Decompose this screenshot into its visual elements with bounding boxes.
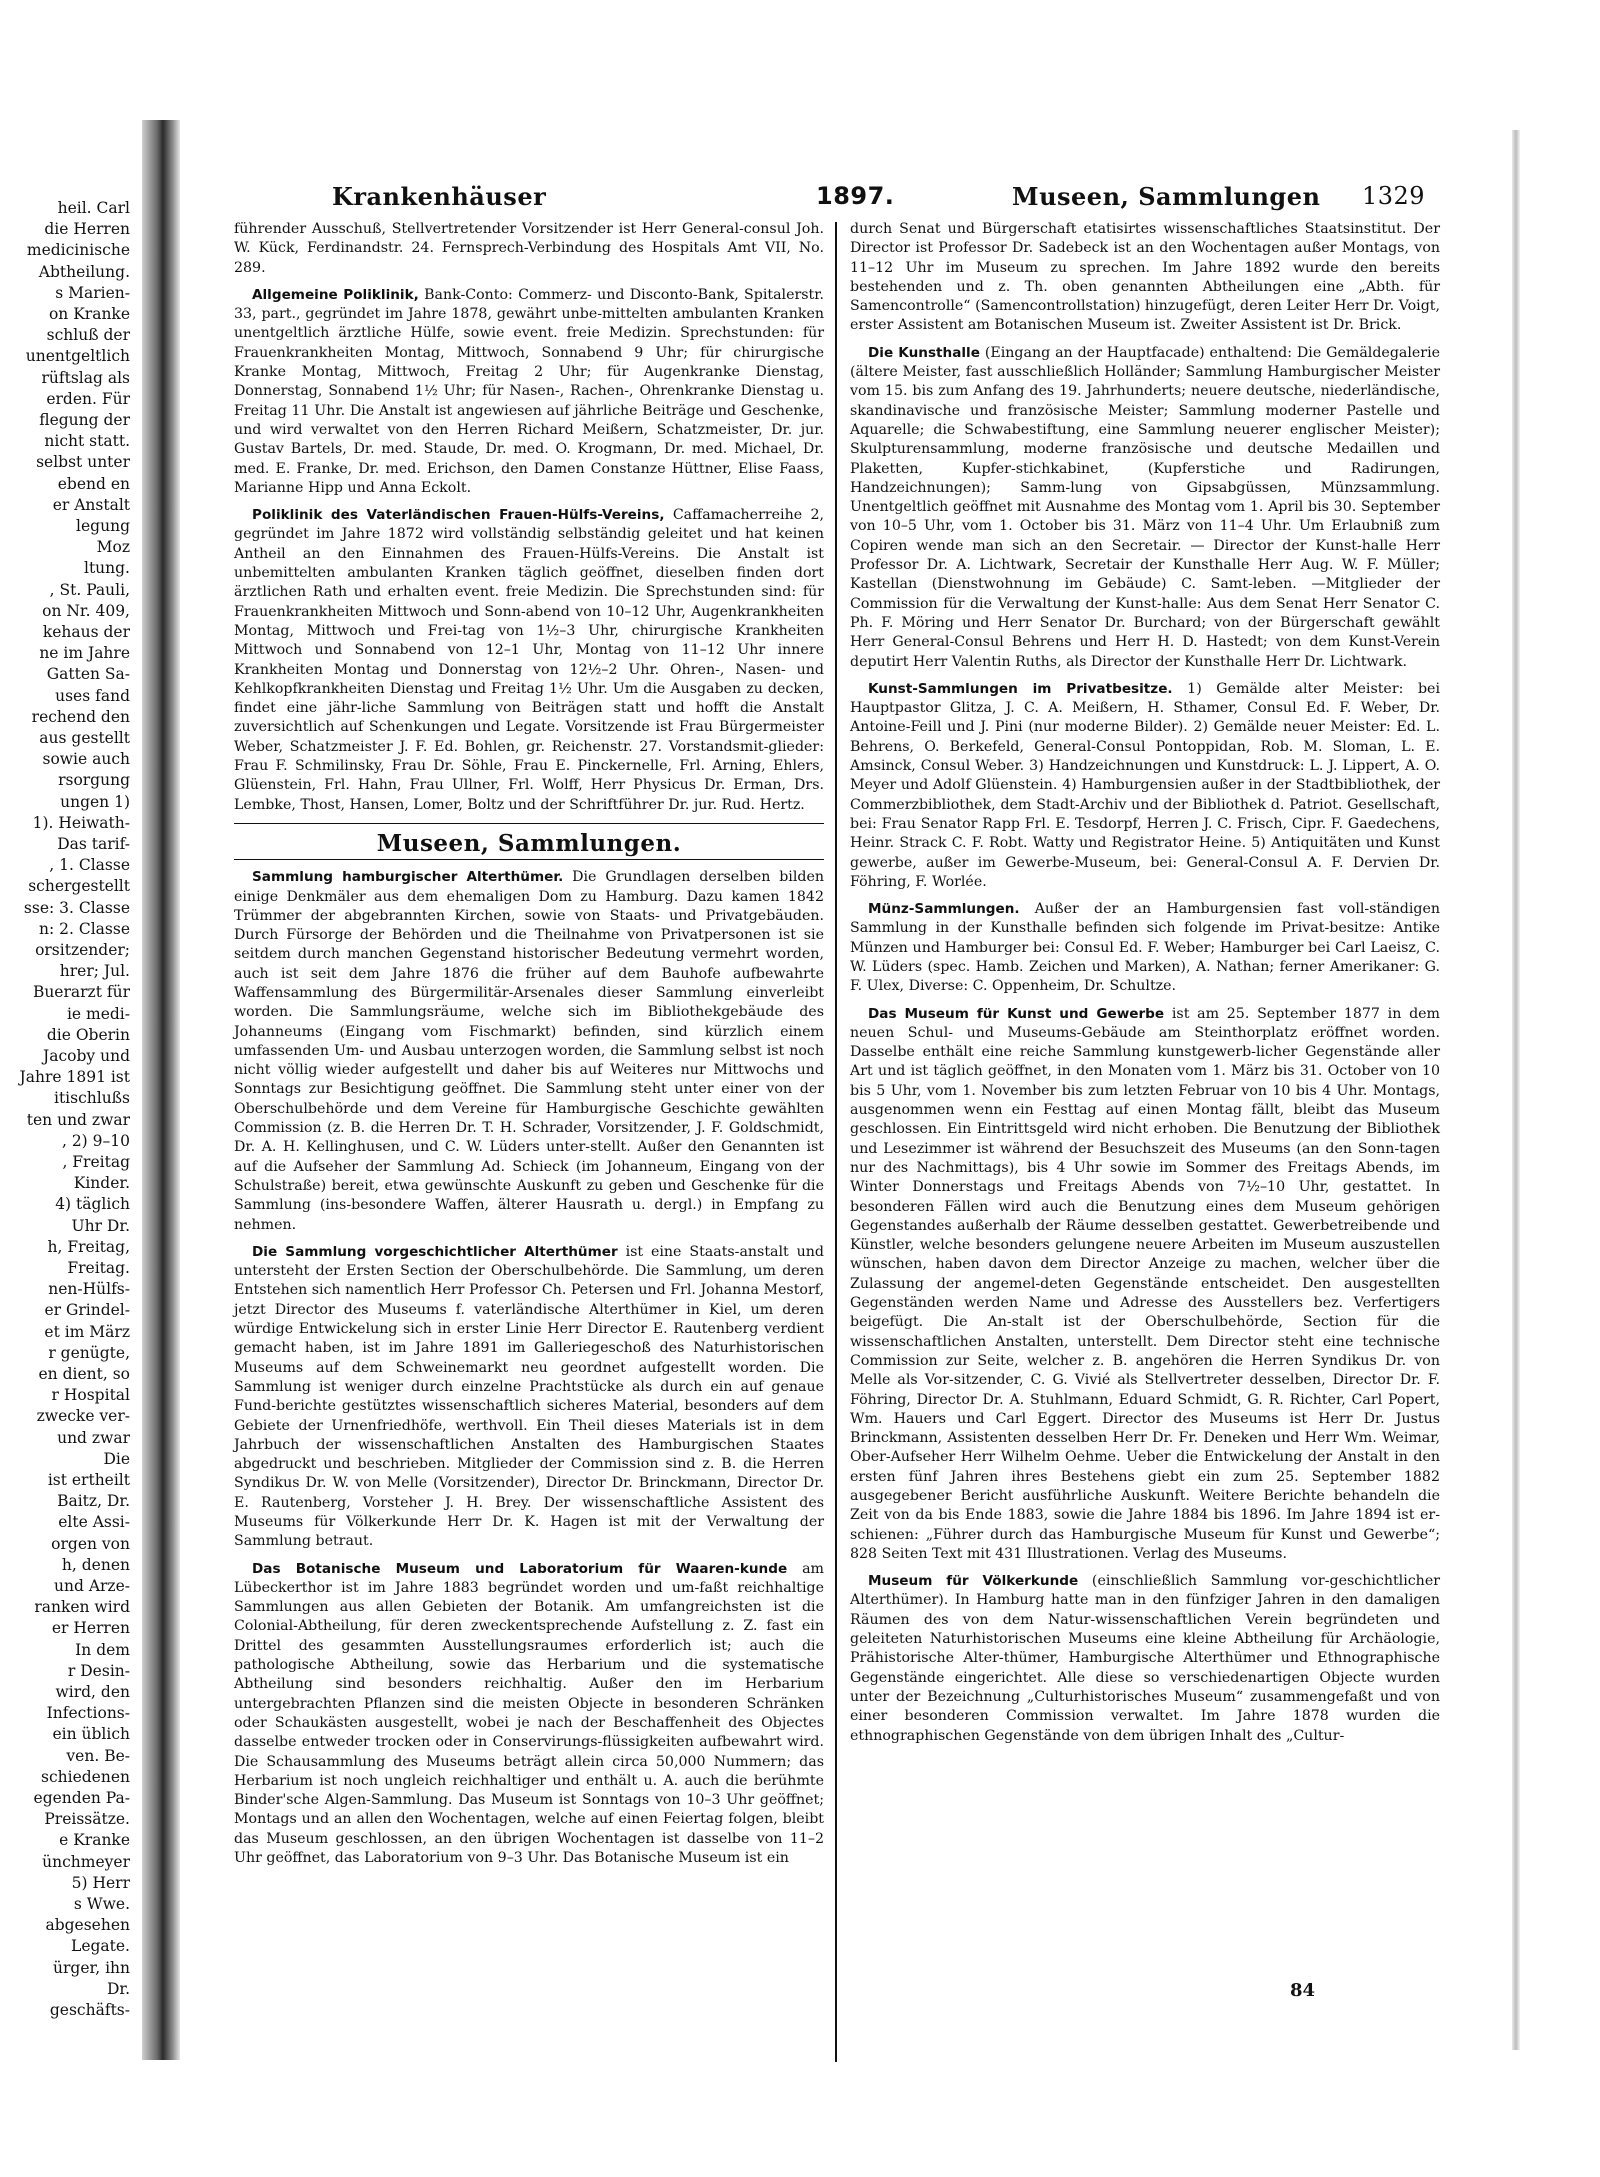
column-right (850, 220, 1440, 1754)
left-page-line: ebend en (57, 474, 130, 493)
column-right-intro: durch Senat und Bürgerschaft etatisirtes wissenschaftliches Staatsinstitut. Der Director ist Professor Dr. Sadebeck ist an den Wochentagen außer Montags, von 11–12 Uhr im Museum zu sprechen. Im Jahre 1892 wurde den bereits bestehenden und z. Th. oben genannten Abtheilungen eine „Abth. für Samencontrolle“ (Samencontrollstation) hinzugefügt, deren Leiter Herr Dr. Voigt, erster Assistent am Botanischen Museum ist. Zweiter Assistent ist Dr. Brick. (850, 221, 1440, 334)
entry-title: Das Museum für Kunst und Gewerbe (868, 1005, 1165, 1022)
left-page-line: 1). Heiwath- (32, 813, 130, 832)
entry-title: Allgemeine Poliklinik, (252, 286, 419, 303)
left-page-line: aus gestellt (39, 729, 130, 747)
left-page-line: , 2) 9–10 (61, 1131, 130, 1150)
left-page-line: er Herren (51, 1619, 130, 1638)
left-page-line: 5) Herr (71, 1873, 130, 1892)
entry-text: (einschließlich Sammlung vor-geschichtlicher Alterthümer). In Hamburg hatte man in den fünfziger Jahren in den damaligen Räumen des von dem Natur-wissenschaftlichen Verein begründeten und geleiteten Naturhistorischen Museums eine kleine Abtheilung für Archäologie, Prähistorische Alter-thümer, Hamburgische Alterthümer und Ethnographische Gegenstände eingerichtet. Alle diese so verschiedenartigen Objecte wurden unter der Bezeichnung „Culturhistorisches Museum“ zusammengefaßt und von einer besonderen Commission verwaltet. Im Jahre 1878 wurden die ethnographischen Gegenstände von dem übrigen Inhalt des „Cultur- (850, 1573, 1440, 1744)
left-page-line: Buerarzt für (32, 983, 130, 1002)
left-page-line: Jacoby und (43, 1047, 130, 1065)
left-page-line: ltung. (83, 559, 130, 578)
left-page-line: abgesehen (45, 1916, 130, 1935)
left-page-line: ein üblich (52, 1725, 130, 1744)
left-page-line: und zwar (57, 1428, 130, 1447)
left-page-line: Abtheilung. (38, 262, 130, 281)
left-page-line: h, Freitag, (47, 1237, 130, 1256)
left-page-line: nicht statt. (44, 432, 130, 451)
entry-title: Museum für Völkerkunde (868, 1573, 1079, 1590)
left-page-line: uses fand (55, 686, 130, 705)
left-page-line: rsorgung (58, 771, 130, 790)
left-page-line: egenden Pa- (33, 1789, 130, 1807)
left-page-line: heil. Carl (57, 199, 130, 217)
left-page-line: schluß der (46, 326, 130, 345)
right-page (182, 140, 1482, 2060)
left-page-line: nen-Hülfs- (48, 1280, 130, 1299)
left-page-line: rüftslag als (41, 368, 130, 387)
left-page-line: Gatten Sa- (46, 665, 130, 684)
entry-poliklinik-frauen-huelfs-verein (234, 506, 824, 815)
column-divider (835, 222, 837, 2062)
header-year: 1897. (816, 182, 895, 210)
entry-title: Sammlung hamburgischer Alterthümer. (252, 869, 564, 886)
header-left-title: Krankenhäuser (332, 182, 547, 211)
entry-text: am Lübeckerthor ist im Jahre 1883 begründet worden und um-faßt reichhaltige Sammlungen aus allen Gebieten der Botanik. Am umfangreichsten ist die Colonial-Abtheilung, für deren zweckentsprechende Aufstellung z. Z. fast ein Drittel des gesammten Ausstellungsraumes erforderlich ist; auch die pathologische Abtheilung, sowie das Herbarium und die systematische Abtheilung sind besonders reichhaltig. Außer den im Herbarium untergebrachten Pflanzen sind die meisten Objecte in besonderen Schränken oder Schaukästen ausgestellt, wobei je nach der Beschaffenheit des Objectes dasselbe entweder trocken oder in Conservirungs-flüssigkeiten aufbewahrt wird. Die Schausammlung des Museums beträgt allein circa 50,000 Nummern; das Herbarium ist noch ungleich reichhaltiger und enthält u. A. auch die berühmte Binder'sche Algen-Sammlung. Das Museum ist Sonntags von 10–3 Uhr geöffnet; Montags und an allen den Wochentagen, welche auf einen Feiertag folgen, bleibt das Museum geschlossen, an den übrigen Wochentagen ist dasselbe von 11–2 Uhr geöffnet, das Laboratorium von 9–3 Uhr. Das Botanische Museum ist ein (234, 1560, 825, 1867)
entry-text: ist eine Staats-anstalt und untersteht der Ersten Section der Oberschulbehörde. Die Sammlung, um deren Entstehen sich namentlich Herr Professor Ch. Petersen und Frl. Johanna Mestorf, jetzt Director des Museums f. vaterländische Alterthümer in Kiel, um deren würdige Entwickelung sich in erster Linie Herr Director E. Rautenberg verdient gemacht haben, ist im Jahre 1891 im Galleriegeschoß des Naturhistorischen Museums auf dem Schweinemarkt neu geordnet aufgestellt worden. Die Sammlung ist weniger durch einzelne Prachtstücke als durch ein auf genaue Fund-berichte gestütztes wissenschaftlich sicheres Material, besonders auf dem Gebiete der Urnenfriedhöfe, werthvoll. Ein Theil dieses Materials ist in dem Jahrbuch der wissenschaftlichen Anstalten des Hamburgischen Staates abgedruckt und beschrieben. Mitglieder der Commission sind z. B. die Herren Syndikus Dr. W. von Melle (Vorsitzender), Director Dr. Brinckmann, Director Dr. E. Rautenberg, Vorsteher J. H. Brey. Der wissenschaftliche Assistent des Museums für Völkerkunde Herr Dr. K. Hagen ist mit der Verwaltung der Sammlung betraut. (234, 1243, 824, 1550)
left-page-line: on Nr. 409, (42, 601, 130, 620)
entry-text: Die Grundlagen derselben bilden einige Denkmäler aus dem ehemaligen Dom zu Hamburg. Dazu kamen 1842 Trümmer der abgebrannten Kirchen, sowie von Staats- und Privatgebäuden. Durch Fürsorge der Behörden und die Theilnahme von Privatpersonen ist sie seitdem durch manchen Gegenstand historischer Bedeutung vermehrt worden, auch ist seit dem Jahre 1876 die früher auf dem Bauhofe aufbewahrte Waffensammlung des Bürgermilitär-Arsenales dieser Sammlung einverleibt worden. Die Sammlungsräume, welche sich im Bibliothekgebäude des Johanneums (Eingang vom Fischmarkt) befinden, sind kürzlich einem umfassenden Um- und Ausbau unterzogen worden, die Sammlung selbst ist noch nicht völlig wieder aufgestellt und daher bis auf Weiteres nur Mittwochs und Sonntags zur Besichtigung geöffnet. Die Sammlung steht unter einer von der Oberschulbehörde und dem Vereine für Hamburgische Geschichte gewählten Commission (z. B. die Herren Dr. T. H. Schrader, Vorsitzender, J. F. Goldschmidt, Dr. A. H. Kellinghusen, und C. W. Lüders unter-stellt. Außer den Genannten ist auf die Aufseher der Sammlung Ad. Schieck (im Johanneum, Eingang von der Schulstraße) bereit, etwa gewünschte Auskunft zu geben und Geschenke für die Sammlung (ins-besondere Waffen, älterer Hausrath u. dergl.) in Empfang zu nehmen. (234, 869, 824, 1233)
left-page-line: r genügte, (48, 1343, 130, 1362)
left-page-line: , St. Pauli, (49, 580, 130, 599)
left-page-line: r Desin- (67, 1661, 130, 1680)
left-page-line: ünchmeyer (42, 1852, 130, 1871)
left-page-line: Die (103, 1449, 130, 1468)
entry-kunsthalle (850, 344, 1440, 672)
entry-text: Caffamacherreihe 2, gegründet im Jahre 1872 wird vollständig selbständig geleitet und hat keinen Antheil an den Einnahmen des Frauen-Hülfs-Vereins. Die Anstalt ist unbemittelten ambulanten Kranken täglich geöffnet, dieselben finden dort ärztlichen Rath und erhalten event. freie Medizin. Die Sprechstunden sind: für Frauenkrankheiten Mittwoch und Sonn-abend von 10–12 Uhr, Augenkrankheiten Montag, Mittwoch und Frei-tag von 1½–3 Uhr, chirurgische Krankheiten Mittwoch und Sonnabend von 12–1 Uhr, Montag von 11–12 Uhr innere Krankheiten Montag und Donnerstag von 12½–2 Uhr. Ohren-, Nasen- und Kehlkopfkrankheiten Dienstag und Freitag 1½ Uhr. Um die Ausgaben zu decken, findet eine jähr-liche Sammlung von Beiträgen statt und hofft die Anstalt zuversichtlich auf Schenkungen und Legate. Vorsitzende ist Frau Bürgermeister Weber, Schatzmeister J. F. Ed. Bohlen, gr. Reichenstr. 27. Vorstandsmit-glieder: Frau F. Schmilinsky, Frau Dr. Söhle, Frau E. Pinckernelle, Frl. Arning, Ehlers, Glüenstein, Frl. Hahn, Frau Ullner, Frl. Wolff, Herr Physicus Dr. Erman, Drs. Lembke, Thost, Hansen, Lomer, Boltz und der Schriftführer Dr. jur. Rud. Hertz. (234, 507, 824, 813)
left-page-line: sowie auch (42, 750, 130, 769)
left-page-line: et im März (44, 1322, 130, 1341)
left-page-line: und Arze- (54, 1577, 130, 1595)
header-right-title: Museen, Sammlungen (1012, 182, 1321, 211)
entry-text: Außer der an Hamburgensien fast voll-ständigen Sammlung in der Kunsthalle befinden sich folgende im Privat-besitze: Antike Münzen und Hamburger bei: Consul Ed. F. Weber; Hamburger bei Carl Laeisz, C. W. Lüders (spec. Hamb. Zeichen und Marken), A. Nathan; ferner Amerikaner: G. F. Ulex, Diverse: C. Oppenheim, Dr. Schultze. (850, 901, 1440, 995)
left-page-line: flegung der (39, 411, 130, 429)
entry-title: Kunst-Sammlungen im Privatbesitze. (868, 680, 1173, 697)
entry-vorgeschichtliche-alterthuemer (234, 1243, 824, 1552)
entry-kunst-privatbesitz (850, 680, 1440, 892)
left-page-line: ürger, ihn (53, 1958, 130, 1977)
entry-kunst-und-gewerbe (850, 1005, 1440, 1565)
left-page-line: elte Assi- (58, 1513, 130, 1532)
left-page-line: legung (76, 517, 130, 535)
left-page-line: s Marien- (55, 283, 130, 302)
entry-sammlung-alterthuemer (234, 868, 824, 1235)
entry-muenz-sammlungen (850, 900, 1440, 996)
left-page-line: n: 2. Classe (39, 919, 130, 938)
left-page-line: ten und zwar (26, 1110, 130, 1129)
left-page-line: die Herren (44, 220, 130, 239)
left-page-line: r Hospital (51, 1386, 130, 1405)
book-gutter-shadow (142, 120, 180, 2060)
left-page-line: erden. Für (46, 389, 130, 408)
column-left-intro: führender Ausschuß, Stellvertretender Vorsitzender ist Herr General-consul Joh. W. Kück, Ferdinandstr. 24. Fernsprech-Verbindung des Hospitals Amt VII, No. 289. (234, 221, 824, 276)
left-page-line: selbst unter (36, 453, 130, 472)
entry-voelkerkunde (850, 1572, 1440, 1746)
entry-title: Das Botanische Museum und Laboratorium für Waaren-kunde (252, 1560, 788, 1577)
left-page-line: ist ertheilt (47, 1471, 130, 1489)
entry-allgemeine-poliklinik (234, 286, 824, 498)
left-page-line: Kinder. (73, 1174, 130, 1193)
left-page-line: kehaus der (42, 623, 130, 641)
section-rule (234, 823, 824, 824)
page-edge-shadow (1512, 130, 1520, 2050)
section-rule (234, 859, 824, 860)
left-page-line: , Freitag (62, 1153, 130, 1171)
left-page-line: on Kranke (48, 305, 130, 323)
left-page-line: Jahre 1891 ist (19, 1068, 130, 1087)
left-page-line: en dient, so (38, 1365, 130, 1383)
left-page-line: Moz (96, 538, 130, 557)
left-page-line: sse: 3. Classe (23, 898, 130, 917)
left-page-line: s Wwe. (73, 1895, 130, 1913)
left-page-line: Legate. (71, 1937, 130, 1956)
left-page-line: ranken wird (34, 1598, 130, 1617)
page-number: 1329 (1362, 182, 1426, 210)
left-page-line: schergestellt (28, 877, 130, 896)
signature-mark: 84 (1290, 1980, 1316, 2001)
entry-title: Poliklinik des Vaterländischen Frauen-Hülfs-Vereins, (252, 507, 665, 524)
left-page-line: Dr. (106, 1979, 130, 1998)
left-page-line: medicinische (26, 241, 130, 260)
left-page-line: ie medi- (66, 1004, 130, 1023)
left-page-line: die Oberin (46, 1025, 130, 1044)
left-page-line: unentgeltlich (25, 347, 130, 366)
left-page-line: zwecke ver- (36, 1407, 130, 1426)
left-page-line: orsitzender; (35, 941, 130, 959)
entry-title: Die Sammlung vorgeschichtlicher Alterthümer (252, 1243, 618, 1260)
left-page-line: ven. Be- (66, 1746, 130, 1765)
left-page-line: hrer; Jul. (59, 962, 130, 981)
left-page-line: ungen 1) (60, 792, 130, 811)
column-left (234, 220, 824, 1876)
left-page-line: geschäfts- (49, 2001, 130, 2019)
left-page-line: ne im Jahre (39, 644, 130, 663)
left-page-line: wird, den (55, 1683, 130, 1701)
left-page-line: e Kranke (59, 1831, 130, 1850)
left-page-line: In dem (75, 1640, 130, 1659)
entry-title: Die Kunsthalle (868, 344, 980, 361)
left-page-line: itischlußs (53, 1089, 130, 1108)
left-page-line: Uhr Dr. (71, 1216, 130, 1235)
left-page-line: Freitag. (67, 1259, 130, 1277)
entry-text: (Eingang an der Hauptfacade) enthaltend: Die Gemäldegalerie (ältere Meister, fast ausschließlich Holländer; Sammlung Hamburgischer Meister vom 15. bis zum Anfang des 19. Jahrhunderts; neuere deutsche, niederländische, skandinavische und französische Meister; Sammlung moderner Pastelle und Aquarelle; die Schwabestiftung, eine Sammlung neuerer englischer Meister); Skulpturensammlung, moderne französische und deutsche Medaillen und Plaketten, Kupfer-stichkabinet, (Kupferstiche und Radirungen, Handzeichnungen); Samm-lung von Gipsabgüssen, Münzsammlung. Unentgeltlich geöffnet mit Ausnahme des Montag vom 1. April bis 30. September von 10–5 Uhr, vom 1. October bis 31. März von 11–4 Uhr. Um Erlaubniß zum Copiren wende man sich an den Secretair. — Director der Kunst-halle Herr Professor Dr. A. Lichtwark, Secretair der Kunsthalle Herr Aug. W. F. Müller; Kastellan (Dienstwohnung im Gebäude) C. Samt-leben. —Mitglieder der Commission für die Verwaltung der Kunst-halle: Aus dem Senat Herr Senator C. Ph. F. Möring und Herr Senator Dr. Burchard; von der Bürgerschaft gewählt Herr General-Consul Behrens und Herr H. D. Hastedt; von dem Kunst-Verein deputirt Herr Valentin Ruths, als Director der Kunsthalle Herr Dr. Lichtwark. (850, 344, 1441, 670)
entry-botanisches-museum (234, 1560, 824, 1869)
left-page-line: rechend den (31, 707, 130, 726)
left-page-line: 4) täglich (55, 1195, 130, 1214)
left-page-line: schiedenen (41, 1767, 130, 1786)
left-page-line: er Grindel- (44, 1301, 130, 1320)
left-page-line: orgen von (51, 1534, 130, 1553)
left-page-line: Das tarif- (57, 835, 130, 853)
entry-text: ist am 25. September 1877 in dem neuen Schul- und Museums-Gebäude am Steinthorplatz eröffnet worden. Dasselbe enthält eine reiche Sammlung kunstgewerb-licher Gegenstände aller Art und ist täglich geöffnet, in den Monaten vom 1. März bis 31. October von 10 bis 5 Uhr, vom 1. November bis zum letzten Februar von 10 bis 4 Uhr. Montags, ausgenommen wenn ein Festtag auf einen Montag fällt, bleibt das Museum geschlossen. Ein Eintrittsgeld wird nicht erhoben. Die Benutzung der Bibliothek und Lesezimmer ist während der Besuchszeit des Museums (an den Sonn-tagen nur des Nachmittags), bis 4 Uhr sowie im Sommer des Freitags Abends, im Winter Donnerstags und Freitags Abends von 7½–10 Uhr, gestattet. In besonderen Fällen wird auch die Benutzung eines dem Museum gehörigen Gegenstandes außerhalb der Räume desselben gestattet. Gewerbetreibende und Künstler, welche besonders gelungene neuere Arbeiten im Museum auszustellen wünschen, haben davon dem Director Anzeige zu machen, welcher über die Zulassung der angemel-deten Gegenstände entscheidet. Den ausgestellten Gegenständen werden Name und Adresse des Ausstellers bez. Verfertigers beigefügt. Die An-stalt ist der Oberschulbehörde, Section für die wissenschaftlichen Anstalten, unterstellt. Dem Director steht eine technische Commission zur Seite, welcher z. B. angehören die Herren Syndikus Dr. von Melle als Vor-sitzender, C. G. Vivié als Stellvertreter desselben, Director Dr. F. Föhring, Director Dr. A. Stuhlmann, Eduard Schmidt, G. R. Richter, Carl Popert, Wm. Hauers und Carl Eggert. Director des Museums ist Herr Dr. Justus Brinckmann, Assistenten desselben Herr Dr. Fr. Deneken und Herr Wm. Weimar, Ober-Aufseher Herr Wilhelm Oehme. Ueber die Entwickelung der Anstalt in den ersten fünf Jahren ihres Bestehens giebt ein zum 25. September 1882 ausgegebener Bericht ausführliche Auskunft. Weitere Berichte behandeln die Zeit von da bis Ende 1883, sowie die Jahre 1884 bis 1896. Im Jahre 1894 ist er-schienen: „Führer durch das Hamburgische Museum für Kunst und Gewerbe“; 828 Seiten Text mit 431 Illustrationen. Verlag des Museums. (850, 1005, 1441, 1562)
entry-text: Bank-Conto: Commerz- und Disconto-Bank, Spitalerstr. 33, part., gegründet im Jahre 1878, gewährt unbe-mittelten ambulanten Kranken unentgeltlich ärztliche Hülfe, sowie event. freie Medizin. Sprechstunden: für Frauenkrankheiten Montag, Mittwoch, Sonnabend 9 Uhr; für chirurgische Kranke Montag, Mittwoch, Freitag 2 Uhr; für Augenkranke Dienstag, Donnerstag, Sonnabend 1½ Uhr; für Nasen-, Rachen-, Ohrenkranke Dienstag u. Freitag 11 Uhr. Die Anstalt ist angewiesen auf jährliche Beiträge und Geschenke, und wird verwaltet von den Herren Richard Meißern, Schatzmeister, Dr. jur. Gustav Bartels, Dr. med. Staude, Dr. med. O. Krogmann, Dr. med. Michael, Dr. med. E. Franke, Dr. med. Erichson, den Damen Constanze Hüttner, Elise Faass, Marianne Hipp und Anna Eckolt. (234, 286, 824, 496)
entry-text: 1) Gemälde alter Meister: bei Hauptpastor Glitza, J. C. A. Meißern, H. Sthamer, Consul Ed. F. Weber, Dr. Antoine-Feill und J. Pini (nur moderne Bilder). 2) Gemälde neuer Meister: Ed. L. Behrens, O. Berkefeld, General-Consul Pontoppidan, Rob. M. Sloman, L. E. Amsinck, Consul Weber. 3) Handzeichnungen und Kunstdruck: L. J. Lippert, A. O. Meyer und Adolf Glüenstein. 4) Hamburgensien außer in der Stadtbibliothek, der Commerzbibliothek, dem Stadt-Archiv und der Bibliothek d. Patriot. Gesellschaft, bei: Frau Senator Rapp Frl. E. Tesdorpf, Herren J. C. Frisch, Cipr. F. Gaedechens, Heinr. Strack C. F. Robt. Watty und Registrator Heine. 5) Antiquitäten und Kunst gewerbe, außer im Gewerbe-Museum, bei: General-Consul A. F. Dervien Dr. Föhring, F. Worlée. (850, 680, 1440, 890)
entry-title: Münz-Sammlungen. (868, 901, 1020, 918)
left-page-line: er Anstalt (52, 495, 130, 514)
left-page-line: , 1. Classe (49, 856, 130, 875)
left-page-fragment (0, 120, 142, 2040)
left-page-line: Infections- (46, 1704, 130, 1723)
left-page-line: Preissätze. (44, 1810, 130, 1829)
left-page-line: h, denen (61, 1555, 130, 1574)
left-page-line: Baitz, Dr. (57, 1492, 130, 1511)
section-heading: Museen, Sammlungen. (376, 829, 682, 857)
